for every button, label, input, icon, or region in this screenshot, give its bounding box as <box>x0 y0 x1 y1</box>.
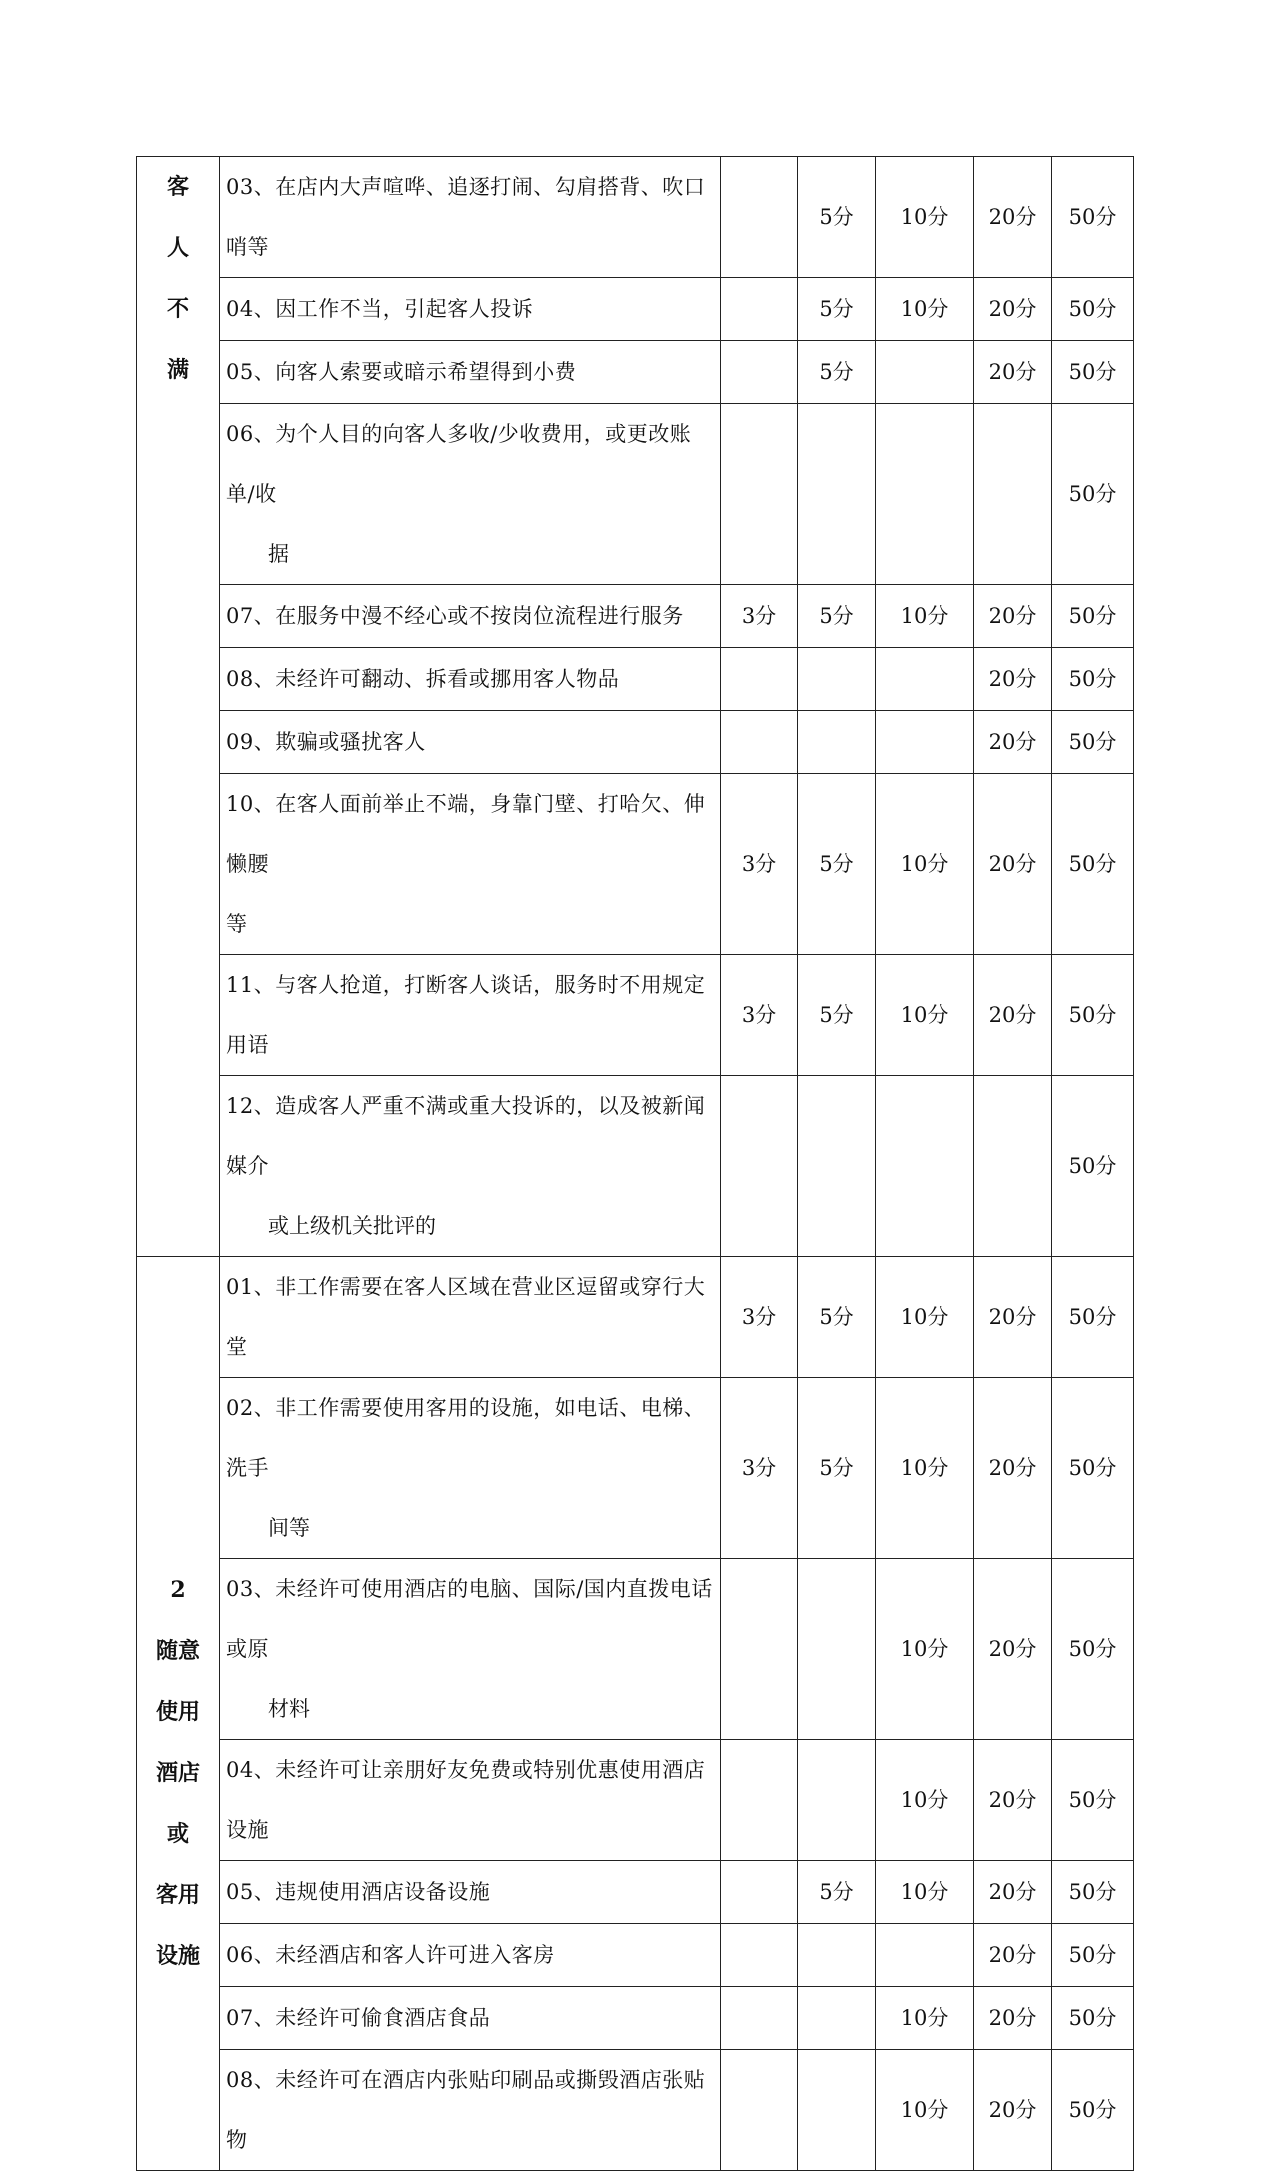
penalty-level-3: 10分 <box>876 955 974 1076</box>
penalty-level-5: 50分 <box>1052 341 1134 404</box>
category-cell-facility-misuse <box>137 1257 220 2171</box>
table-row <box>137 404 1134 585</box>
penalty-level-2 <box>798 648 876 711</box>
category-char: 使用 <box>155 1699 200 1725</box>
rule-description: 07、未经许可偷食酒店食品 <box>220 1987 721 2050</box>
category-char: 人 <box>166 235 189 261</box>
penalty-level-4: 20分 <box>974 648 1052 711</box>
rule-description: 06、未经酒店和客人许可进入客房 <box>220 1924 721 1987</box>
penalty-level-2: 5分 <box>798 157 876 278</box>
penalty-level-5: 50分 <box>1052 404 1134 585</box>
penalty-level-5: 50分 <box>1052 1257 1134 1378</box>
penalty-level-4: 20分 <box>974 341 1052 404</box>
penalty-level-4: 20分 <box>974 278 1052 341</box>
penalty-level-1 <box>721 1861 798 1924</box>
table-row <box>137 157 1134 278</box>
penalty-level-3 <box>876 404 974 585</box>
penalty-level-2: 5分 <box>798 1257 876 1378</box>
penalty-level-5: 50分 <box>1052 278 1134 341</box>
penalty-level-2: 5分 <box>798 1861 876 1924</box>
penalty-level-1 <box>721 711 798 774</box>
penalty-level-5: 50分 <box>1052 1987 1134 2050</box>
penalty-level-5: 50分 <box>1052 1076 1134 1257</box>
rule-description: 07、在服务中漫不经心或不按岗位流程进行服务 <box>220 585 721 648</box>
penalty-level-4: 20分 <box>974 955 1052 1076</box>
penalty-level-1: 3分 <box>721 585 798 648</box>
rule-description: 12、造成客人严重不满或重大投诉的，以及被新闻媒介 或上级机关批评的 <box>220 1076 721 1257</box>
penalty-level-4 <box>974 1076 1052 1257</box>
category-char: 满 <box>166 357 189 383</box>
penalty-level-5: 50分 <box>1052 648 1134 711</box>
penalty-level-3 <box>876 1076 974 1257</box>
penalty-level-5: 50分 <box>1052 585 1134 648</box>
category-char: 酒店 <box>155 1760 200 1786</box>
penalty-level-3: 10分 <box>876 1378 974 1559</box>
rule-description: 10、在客人面前举止不端，身靠门壁、打哈欠、伸懒腰 等 <box>220 774 721 955</box>
penalty-level-1 <box>721 278 798 341</box>
penalty-level-3: 10分 <box>876 2050 974 2171</box>
category-char: 设施 <box>155 1943 200 1969</box>
penalty-level-3: 10分 <box>876 774 974 955</box>
table-row <box>137 1257 1134 1378</box>
penalty-level-1 <box>721 1924 798 1987</box>
penalty-level-3 <box>876 648 974 711</box>
penalty-level-1 <box>721 2050 798 2171</box>
penalty-level-5: 50分 <box>1052 1861 1134 1924</box>
category-char: 不 <box>166 296 189 322</box>
penalty-level-4: 20分 <box>974 2050 1052 2171</box>
penalty-level-2: 5分 <box>798 1378 876 1559</box>
penalty-level-1 <box>721 1987 798 2050</box>
rule-description: 04、未经许可让亲朋好友免费或特别优惠使用酒店设施 <box>220 1740 721 1861</box>
penalty-level-2 <box>798 1076 876 1257</box>
penalty-level-1 <box>721 1559 798 1740</box>
penalty-level-5: 50分 <box>1052 1924 1134 1987</box>
rule-description: 08、未经许可在酒店内张贴印刷品或撕毁酒店张贴物 <box>220 2050 721 2171</box>
penalty-level-3: 10分 <box>876 1861 974 1924</box>
table-row <box>137 711 1134 774</box>
penalty-level-1 <box>721 648 798 711</box>
penalty-level-5: 50分 <box>1052 1740 1134 1861</box>
penalty-level-1 <box>721 1740 798 1861</box>
penalty-level-2: 5分 <box>798 955 876 1076</box>
penalty-level-2 <box>798 404 876 585</box>
table-row <box>137 1378 1134 1559</box>
rule-description: 08、未经许可翻动、拆看或挪用客人物品 <box>220 648 721 711</box>
category-char: 或 <box>166 1821 189 1847</box>
penalty-level-4 <box>974 404 1052 585</box>
table-row <box>137 1924 1134 1987</box>
penalty-level-1 <box>721 1076 798 1257</box>
penalty-level-2: 5分 <box>798 341 876 404</box>
penalty-level-5: 50分 <box>1052 157 1134 278</box>
penalty-level-2 <box>798 711 876 774</box>
penalty-level-2 <box>798 1559 876 1740</box>
penalty-level-1 <box>721 404 798 585</box>
penalty-level-2: 5分 <box>798 278 876 341</box>
penalty-level-1: 3分 <box>721 774 798 955</box>
penalty-level-4: 20分 <box>974 1559 1052 1740</box>
table-row <box>137 341 1134 404</box>
penalty-level-5: 50分 <box>1052 711 1134 774</box>
rule-description: 05、向客人索要或暗示希望得到小费 <box>220 341 721 404</box>
category-char: 2 <box>170 1577 186 1603</box>
penalty-level-2: 5分 <box>798 774 876 955</box>
penalty-level-4: 20分 <box>974 774 1052 955</box>
penalty-level-5: 50分 <box>1052 1378 1134 1559</box>
table-row <box>137 278 1134 341</box>
penalty-level-3 <box>876 1924 974 1987</box>
penalty-level-2 <box>798 1740 876 1861</box>
penalty-level-3: 10分 <box>876 278 974 341</box>
penalty-level-4: 20分 <box>974 1257 1052 1378</box>
penalty-level-4: 20分 <box>974 711 1052 774</box>
table-row <box>137 1559 1134 1740</box>
penalty-level-3: 10分 <box>876 1559 974 1740</box>
rule-description: 11、与客人抢道，打断客人谈话，服务时不用规定用语 <box>220 955 721 1076</box>
table-row <box>137 648 1134 711</box>
table-row <box>137 1861 1134 1924</box>
penalty-level-1: 3分 <box>721 955 798 1076</box>
penalty-level-4: 20分 <box>974 1861 1052 1924</box>
penalty-level-3: 10分 <box>876 1740 974 1861</box>
penalty-level-2: 5分 <box>798 585 876 648</box>
table-row <box>137 1076 1134 1257</box>
penalty-level-5: 50分 <box>1052 1559 1134 1740</box>
penalty-level-4: 20分 <box>974 157 1052 278</box>
penalty-level-4: 20分 <box>974 1378 1052 1559</box>
table-row <box>137 2050 1134 2171</box>
rule-description: 06、为个人目的向客人多收/少收费用，或更改账单/收 据 <box>220 404 721 585</box>
category-char: 客 <box>166 174 189 200</box>
penalty-level-3 <box>876 711 974 774</box>
penalty-level-1: 3分 <box>721 1378 798 1559</box>
penalty-level-3: 10分 <box>876 157 974 278</box>
table-row <box>137 774 1134 955</box>
penalty-level-5: 50分 <box>1052 2050 1134 2171</box>
penalty-level-4: 20分 <box>974 585 1052 648</box>
penalty-level-4: 20分 <box>974 1987 1052 2050</box>
penalty-level-3 <box>876 341 974 404</box>
rule-description: 01、非工作需要在客人区域在营业区逗留或穿行大堂 <box>220 1257 721 1378</box>
table-row <box>137 955 1134 1076</box>
penalty-level-3: 10分 <box>876 1257 974 1378</box>
table-row <box>137 585 1134 648</box>
penalty-level-1 <box>721 157 798 278</box>
penalty-level-3: 10分 <box>876 585 974 648</box>
category-cell-guest-dissatisfaction <box>137 157 220 1257</box>
category-char: 随意 <box>155 1638 200 1664</box>
penalty-level-3: 10分 <box>876 1987 974 2050</box>
table-row <box>137 1987 1134 2050</box>
penalty-level-5: 50分 <box>1052 774 1134 955</box>
penalty-level-2 <box>798 1987 876 2050</box>
rule-description: 04、因工作不当，引起客人投诉 <box>220 278 721 341</box>
rule-description: 05、违规使用酒店设备设施 <box>220 1861 721 1924</box>
penalty-table <box>136 156 1134 2171</box>
rule-description: 02、非工作需要使用客用的设施，如电话、电梯、洗手 间等 <box>220 1378 721 1559</box>
penalty-level-5: 50分 <box>1052 955 1134 1076</box>
penalty-level-4: 20分 <box>974 1740 1052 1861</box>
penalty-level-2 <box>798 1924 876 1987</box>
rule-description: 09、欺骗或骚扰客人 <box>220 711 721 774</box>
rule-description: 03、未经许可使用酒店的电脑、国际/国内直拨电话或原 材料 <box>220 1559 721 1740</box>
penalty-level-4: 20分 <box>974 1924 1052 1987</box>
table-row <box>137 1740 1134 1861</box>
category-char: 客用 <box>155 1882 200 1908</box>
penalty-level-2 <box>798 2050 876 2171</box>
rule-description: 03、在店内大声喧哗、追逐打闹、勾肩搭背、吹口哨等 <box>220 157 721 278</box>
penalty-level-1: 3分 <box>721 1257 798 1378</box>
penalty-level-1 <box>721 341 798 404</box>
